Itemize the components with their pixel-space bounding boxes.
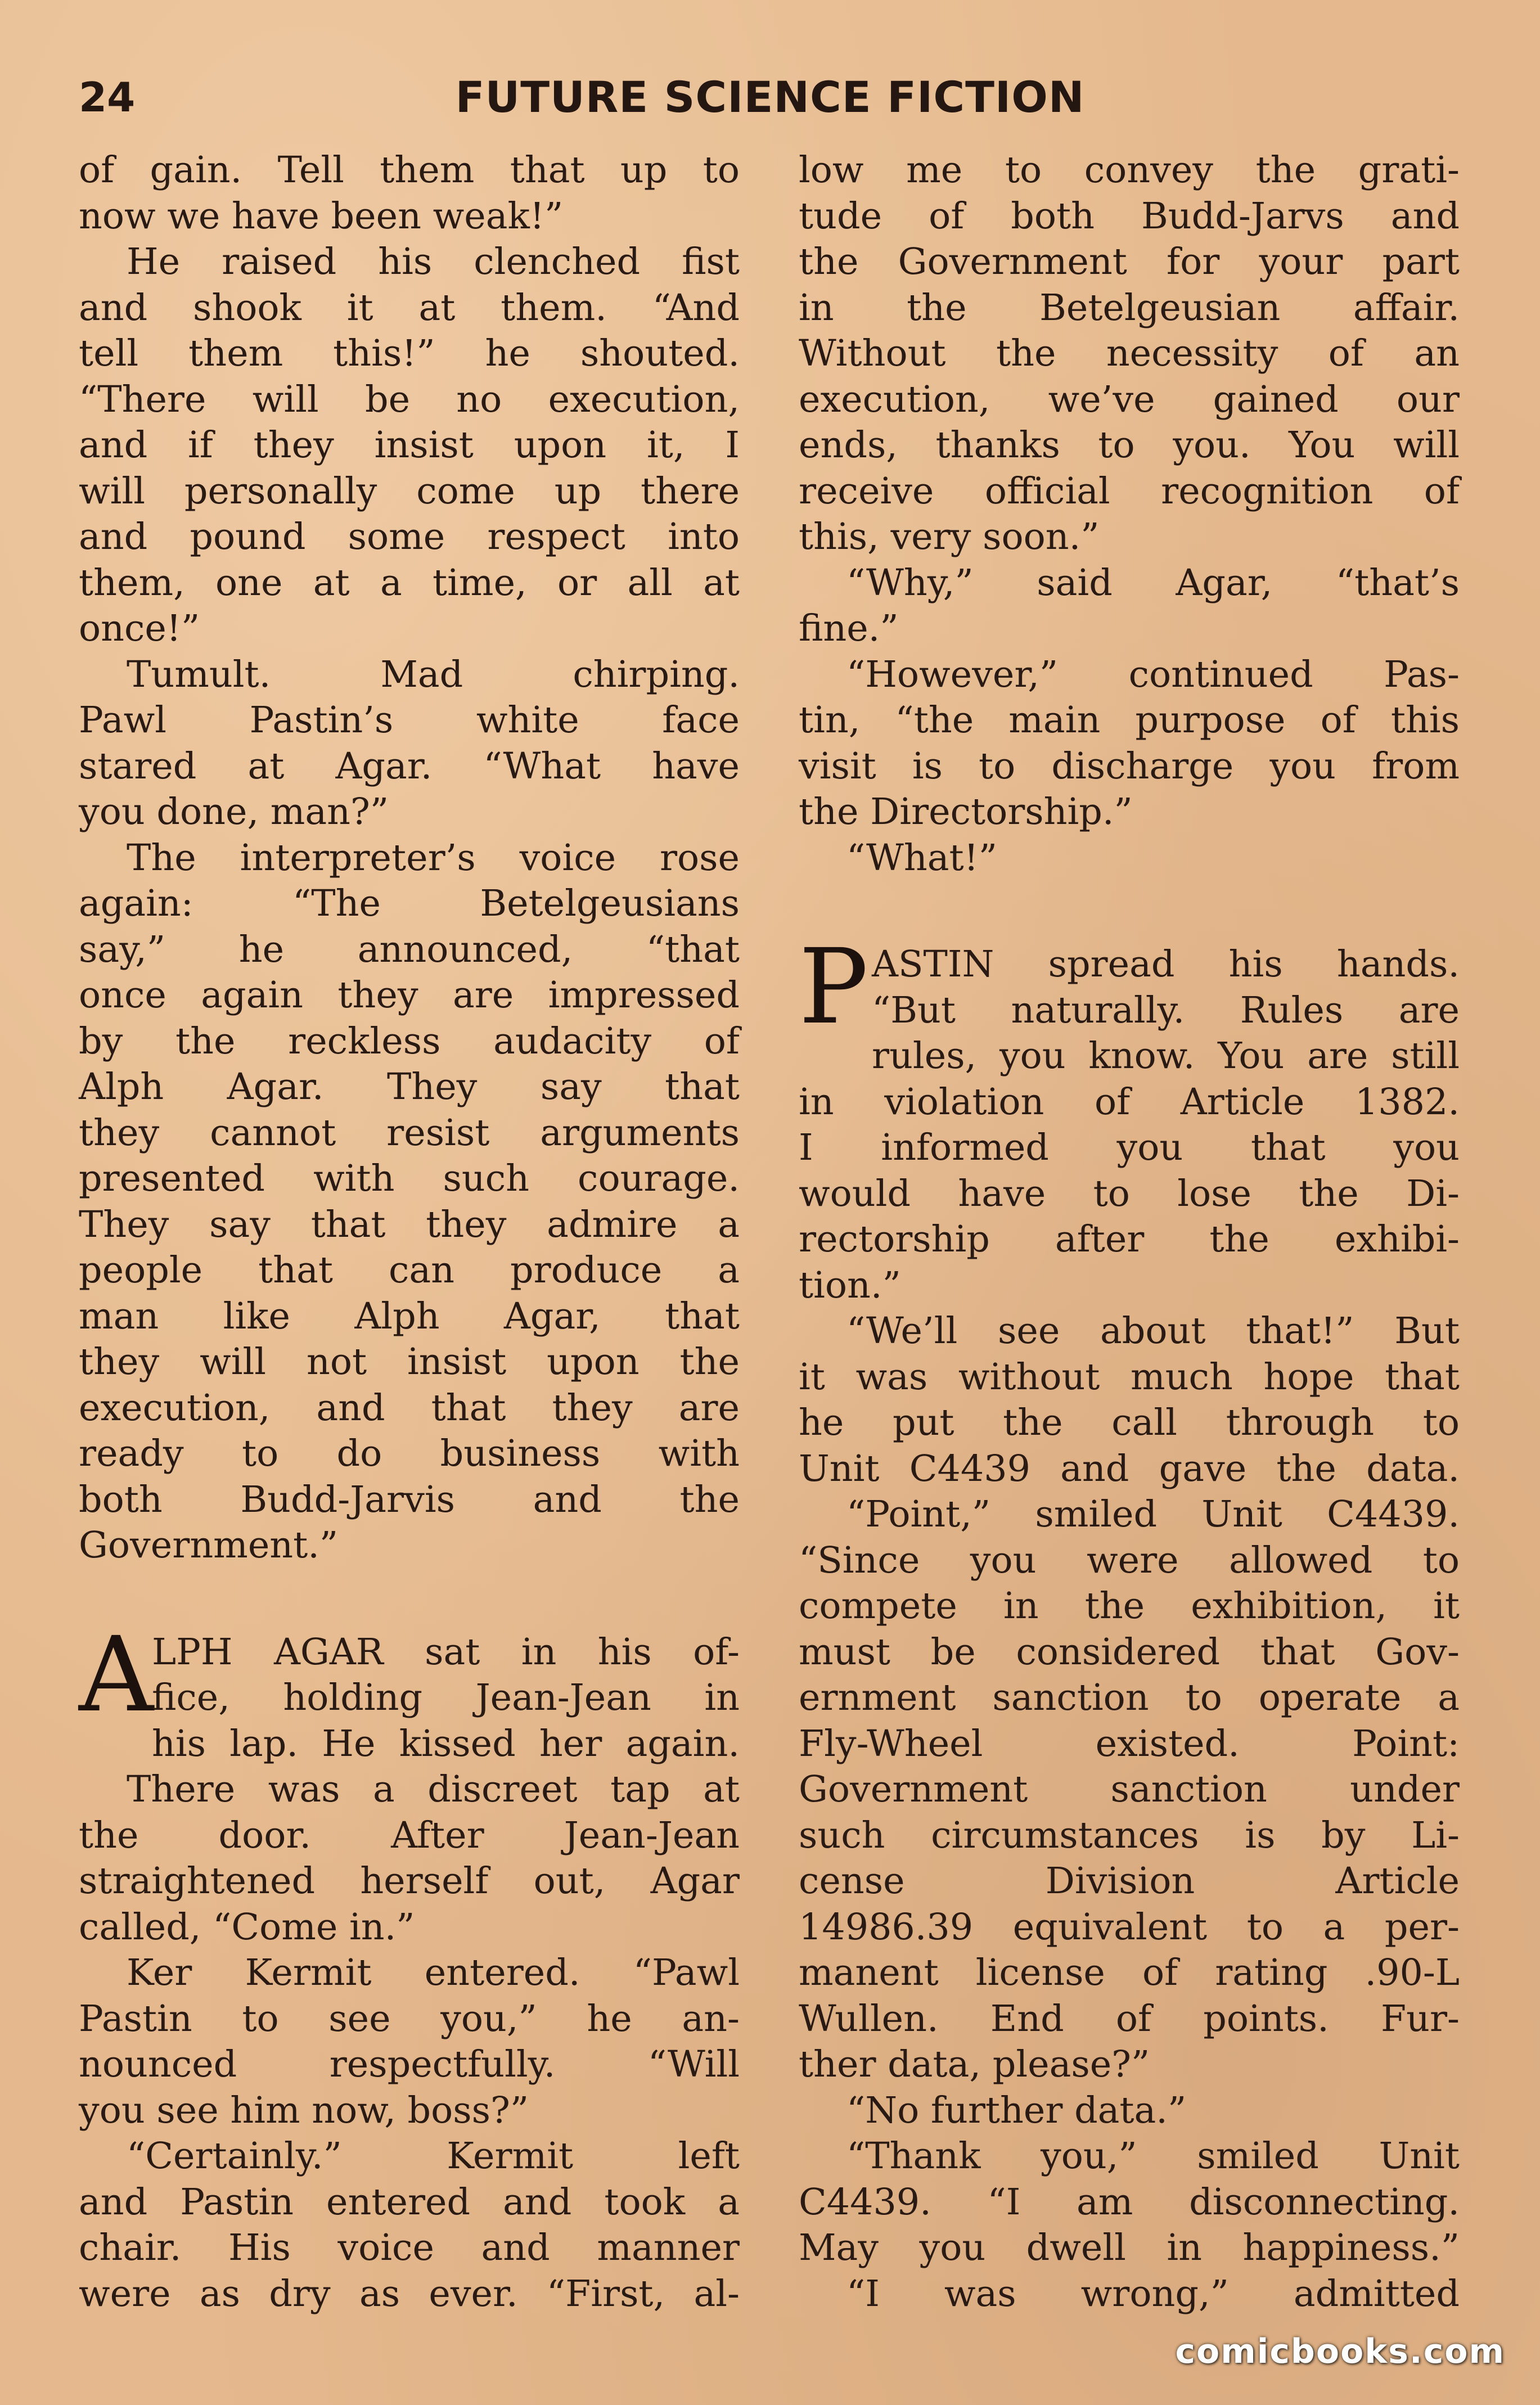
text-line: tin, “the main purpose of this xyxy=(799,699,1460,741)
text-line: He raised his clenched fist xyxy=(127,241,740,283)
section-gap xyxy=(799,881,1460,942)
text-line: LPH AGAR sat in his of- xyxy=(152,1631,740,1673)
text-line: “But naturally. Rules are xyxy=(872,989,1460,1032)
text-line: it was without much hope that xyxy=(799,1355,1460,1398)
text-line: visit is to discharge you from xyxy=(799,745,1460,787)
text-line: straightened herself out, Agar xyxy=(79,1860,740,1902)
text-line: stared at Agar. “What have xyxy=(79,745,740,787)
text-line: chair. His voice and manner xyxy=(79,2227,740,2269)
text-line: nounced respectfully. “Will xyxy=(79,2043,740,2086)
text-line: people that can produce a xyxy=(79,1249,740,1291)
drop-cap: P xyxy=(799,927,868,1047)
text-line: Government sanction under xyxy=(799,1768,1460,1810)
section-gap xyxy=(79,1569,740,1629)
text-line: once again they are impressed xyxy=(79,974,740,1016)
text-line: “No further data.” xyxy=(846,2089,1187,2132)
text-line: presented with such courage. xyxy=(79,1158,740,1200)
text-line: them, one at a time, or all at xyxy=(79,561,740,604)
text-line: Alph Agar. They say that xyxy=(79,1066,740,1108)
text-line: manent license of rating .90-L xyxy=(799,1952,1460,1994)
text-line: rules, you know. You are still xyxy=(872,1035,1460,1077)
page-number: 24 xyxy=(79,74,136,121)
text-line: The interpreter’s voice rose xyxy=(127,836,740,879)
text-line: ends, thanks to you. You will xyxy=(799,424,1460,466)
text-line: they cannot resist arguments xyxy=(79,1111,740,1154)
text-line: his lap. He kissed her again. xyxy=(152,1722,740,1765)
drop-cap: A xyxy=(79,1614,154,1735)
text-line: rectorship after the exhibi- xyxy=(799,1218,1460,1260)
text-line: “Why,” said Agar, “that’s xyxy=(846,561,1460,604)
text-line: Unit C4439 and gave the data. xyxy=(799,1447,1460,1490)
text-line: cense Division Article xyxy=(799,1860,1460,1902)
text-line: ready to do business with xyxy=(79,1433,740,1475)
right-column xyxy=(799,147,1460,2317)
text-line: Pawl Pastin’s white face xyxy=(79,699,740,741)
text-line: of gain. Tell them that up to xyxy=(79,149,740,191)
text-line: and Pastin entered and took a xyxy=(79,2181,740,2223)
text-line: you done, man?” xyxy=(79,791,389,833)
text-line: now we have been weak!” xyxy=(79,195,564,237)
section-block xyxy=(79,1614,740,2317)
text-line: ernment sanction to operate a xyxy=(799,1677,1460,1719)
text-line: tude of both Budd-Jarvs and xyxy=(799,195,1460,237)
text-line: execution, and that they are xyxy=(79,1386,740,1429)
text-line: you see him now, boss?” xyxy=(79,2089,529,2132)
text-line: Pastin to see you,” he an- xyxy=(79,1997,740,2040)
text-line: fice, holding Jean-Jean in xyxy=(152,1677,740,1719)
text-line: “I was wrong,” admitted xyxy=(846,2272,1460,2315)
text-line: Tumult. Mad chirping. xyxy=(127,653,740,696)
text-line: in the Betelgeusian affair. xyxy=(799,286,1460,329)
text-line: and if they insist upon it, I xyxy=(79,424,740,466)
text-line: There was a discreet tap at xyxy=(127,1768,740,1810)
text-line: fine.” xyxy=(799,607,899,650)
page-header xyxy=(79,66,1461,128)
text-line: again: “The Betelgeusians xyxy=(79,882,740,925)
text-line: “Certainly.” Kermit left xyxy=(127,2135,740,2177)
text-line: tell them this!” he shouted. xyxy=(79,332,740,375)
text-line: will personally come up there xyxy=(79,470,740,512)
text-line: Wullen. End of points. Fur- xyxy=(799,1997,1460,2040)
text-line: he put the call through to xyxy=(799,1402,1460,1444)
text-line: “We’ll see about that!” But xyxy=(846,1310,1460,1352)
watermark: comicbooks.com xyxy=(1175,2332,1505,2371)
text-line: execution, we’ve gained our xyxy=(799,378,1460,421)
text-line: ther data, please?” xyxy=(799,2043,1150,2086)
text-line: say,” he announced, “that xyxy=(79,928,740,971)
text-line: receive official recognition of xyxy=(799,470,1460,512)
text-line: Without the necessity of an xyxy=(799,332,1460,375)
text-line: 14986.39 equivalent to a per- xyxy=(799,1906,1460,1948)
text-line: such circumstances is by Li- xyxy=(799,1814,1460,1857)
text-line: Government.” xyxy=(79,1524,339,1566)
section-block xyxy=(799,927,1460,2317)
text-line: in violation of Article 1382. xyxy=(799,1080,1460,1123)
text-line: Fly-Wheel existed. Point: xyxy=(799,1722,1460,1765)
text-line: would have to lose the Di- xyxy=(799,1172,1460,1215)
text-line: May you dwell in happiness.” xyxy=(799,2227,1460,2269)
text-line: compete in the exhibition, it xyxy=(799,1585,1460,1627)
text-line: both Budd-Jarvis and the xyxy=(79,1478,740,1521)
text-line: Ker Kermit entered. “Pawl xyxy=(127,1952,740,1994)
text-line: “Thank you,” smiled Unit xyxy=(846,2135,1460,2177)
text-line: they will not insist upon the xyxy=(79,1341,740,1383)
text-line: low me to convey the grati- xyxy=(799,149,1460,191)
text-line: this, very soon.” xyxy=(799,516,1100,558)
text-line: and pound some respect into xyxy=(79,516,740,558)
text-line: They say that they admire a xyxy=(79,1203,740,1246)
text-line: “There will be no execution, xyxy=(79,378,740,421)
text-line: by the reckless audacity of xyxy=(79,1020,740,1062)
text-line: the door. After Jean-Jean xyxy=(79,1814,740,1857)
text-line: the Government for your part xyxy=(799,241,1460,283)
text-line: ASTIN spread his hands. xyxy=(872,943,1460,985)
text-line: were as dry as ever. “First, al- xyxy=(79,2272,740,2315)
text-line: “Point,” smiled Unit C4439. xyxy=(846,1493,1460,1535)
magazine-title: FUTURE SCIENCE FICTION xyxy=(455,72,1085,122)
text-line: man like Alph Agar, that xyxy=(79,1295,740,1337)
text-line: once!” xyxy=(79,607,200,650)
text-line: called, “Come in.” xyxy=(79,1906,415,1948)
left-column xyxy=(79,147,740,2317)
text-line: and shook it at them. “And xyxy=(79,286,740,329)
text-line: “Since you were allowed to xyxy=(799,1539,1460,1582)
text-line: “What!” xyxy=(846,836,997,879)
text-line: “However,” continued Pas- xyxy=(846,653,1460,696)
text-line: I informed you that you xyxy=(799,1127,1460,1169)
text-line: tion.” xyxy=(799,1264,901,1307)
text-line: the Directorship.” xyxy=(799,791,1133,833)
text-line: C4439. “I am disconnecting. xyxy=(799,2181,1460,2223)
text-line: must be considered that Gov- xyxy=(799,1631,1460,1673)
